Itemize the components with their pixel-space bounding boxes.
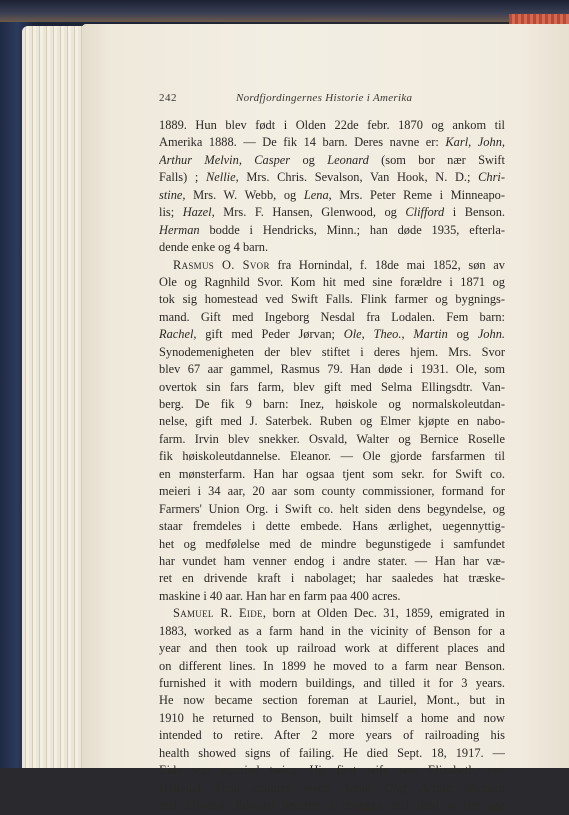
text-line (159, 257, 505, 274)
text-line (159, 274, 505, 291)
text-line (159, 413, 505, 430)
text-segment: Lena, (303, 187, 332, 202)
text-line (159, 658, 505, 675)
text-segment: Leonard (327, 152, 369, 167)
text-segment: He now became section foreman at Lauriel, Mont., but in (159, 693, 505, 708)
text-line (159, 762, 505, 779)
text-segment: Karl, John, (445, 135, 505, 150)
text-segment: gift med Peder Jørvan; (196, 327, 344, 342)
text-segment: fik høiskoleutdannelse. Eleanor. — Ole gjorde farsfarmen til (159, 449, 505, 464)
text-line (159, 570, 505, 587)
text-segment: Mrs. W. Webb, og (185, 187, 304, 202)
text-line (159, 797, 505, 814)
text-line (159, 239, 505, 256)
text-line (159, 536, 505, 553)
text-segment: Mrs. Peter Reme i Minneapo- (331, 187, 505, 202)
text-segment: bodde i Hendricks, Minn.; han døde 1935, efterla- (199, 222, 505, 237)
text-segment: nelse, gift med J. Saterbek. Ruben og Elmer kjøpte en nabo- (159, 414, 505, 429)
text-line (159, 169, 505, 186)
text-line (159, 710, 505, 727)
text-segment: Farmers' Union Org. i Swift co. helt siden dens begyndelse, og (159, 501, 505, 516)
text-segment: har vundet ham venner endog i andre stater. — Han har væ- (159, 553, 505, 568)
text-line (159, 291, 505, 308)
text-line (159, 501, 505, 518)
text-line (159, 553, 505, 570)
text-line (159, 518, 505, 535)
text-segment: og (290, 152, 328, 167)
text-line (159, 745, 505, 762)
text-segment: overtok sin fars farm, blev gift med Selma Ellingsdtr. Van- (159, 379, 505, 394)
text-segment: 1883, worked as a farm hand in the vicinity of Benson for a (159, 623, 505, 638)
text-segment: het og medfølelse med de mindre begunstigede i samfundet (159, 536, 505, 551)
text-line (159, 344, 505, 361)
text-segment: Ole og Ragnhild Svor. Kom hit med sine forældre i 1871 og (159, 274, 505, 289)
entry-name: Rasmus O. Svor (173, 257, 270, 272)
text-segment: dende enke og 4 barn. (159, 240, 269, 255)
text-segment: Synodemenigheten der blev stiftet i deres hjem. Mrs. Svor (159, 344, 505, 359)
text-line (159, 692, 505, 709)
text-line (159, 623, 505, 640)
text-line (159, 675, 505, 692)
text-segment: John. (477, 327, 505, 342)
text-segment: Edward became a druggist and died at the age (227, 798, 505, 813)
text-segment: and (159, 798, 186, 813)
text-segment: Hazel, (182, 205, 215, 220)
page-edges (22, 26, 84, 768)
text-segment: (som bor nær Swift (368, 152, 505, 167)
entry-name: Samuel R. Eide, (173, 606, 267, 621)
book-top-edge (0, 0, 569, 22)
text-segment: born at Olden Dec. 31, 1859, emigrated in (266, 606, 505, 621)
text-segment: Rachel, (159, 327, 197, 342)
text-segment: lis; (159, 205, 183, 220)
text-line (159, 588, 505, 605)
text-segment: Falls) ; (159, 170, 207, 185)
text-line (159, 727, 505, 744)
text-segment: staar fremdeles i dette embede. Hans ærlighet, uegennyttig- (159, 519, 505, 534)
text-segment: Eide was married twice. His first wife was Elizabeth, nee (159, 763, 505, 778)
text-segment: ret en drivende kraft i nabolaget; har saaledes hat træske- (159, 571, 505, 586)
text-segment: Herman (159, 222, 200, 237)
text-segment: intended to retire. After 2 more years of railroading his (159, 728, 505, 743)
text-line (159, 152, 505, 169)
text-segment: i Benson. (444, 205, 505, 220)
text-segment: Amerika 1888. — De fik 14 barn. Deres navne er: (159, 135, 446, 150)
text-segment: 1910 he returned to Benson, built himself a home and now (159, 710, 505, 725)
text-line (159, 483, 505, 500)
text-line (159, 605, 505, 622)
text-line (159, 640, 505, 657)
text-segment: Mrs. F. Hansen, Glenwood, og (214, 205, 406, 220)
text-segment: tok sig homestead ved Swift Falls. Flink farmer og bygnings- (159, 292, 505, 307)
text-segment: 1889. Hun blev født i Olden 22de febr. 1870 og ankom til (159, 118, 505, 132)
text-line (159, 309, 505, 326)
text-segment: fra Hornindal, f. 18de mai 1852, søn av (269, 257, 505, 272)
text-line (159, 204, 505, 221)
text-segment: farm. Irvin blev snekker. Osvald, Walter og Bernice Roselle (159, 431, 505, 446)
text-segment: Nellie, (206, 170, 239, 185)
text-line (159, 117, 505, 134)
text-segment: Arthur Melvin, Casper (159, 152, 291, 167)
text-segment: berg. De fik 9 barn: Inez, høiskole og normalskoleutdan- (159, 397, 505, 411)
text-segment: Annie, Olaf, Arthur, Richard (341, 780, 505, 795)
text-segment: mand. Gift med Ingeborg Nesdal fra Lodalen. Fem barn: (159, 309, 505, 324)
text-line (159, 326, 505, 343)
text-segment: og (447, 327, 478, 342)
text-segment: Chri- (478, 170, 505, 185)
text-line (159, 466, 505, 483)
text-segment: en mønsterfarm. Han har ogsaa tjent som sekr. for Swift co. (159, 466, 505, 481)
text-segment: blev 67 aar gammel, Rasmus 79. Han døde i 1931. Ole, som (159, 362, 505, 377)
text-line (159, 222, 505, 239)
text-segment: on different lines. In 1899 he moved to a farm near Benson. (159, 658, 505, 673)
running-header (159, 92, 499, 108)
text-segment: stine, (159, 187, 186, 202)
text-segment: Hatledal. Their children were: (159, 780, 342, 795)
text-segment: health showed signs of failing. He died Sept. 18, 1917. — (159, 745, 505, 760)
running-title: Nordfjordingernes Historie i Amerika (236, 92, 413, 104)
body-text (159, 117, 505, 815)
page-number: 242 (159, 92, 177, 104)
text-line (159, 431, 505, 448)
text-segment: Ole, Theo., Martin (343, 327, 448, 342)
text-line (159, 134, 505, 151)
text-segment: furnished it with modern buildings, and tilled it for 3 years. (159, 676, 505, 690)
text-segment: Mrs. Chris. Sevalson, Van Hook, N. D.; (238, 170, 479, 185)
text-segment: Clifford (405, 205, 445, 220)
text-line (159, 396, 505, 413)
text-segment: year and then took up railroad work at different places and (159, 641, 505, 656)
text-segment: meieri i 34 aar, 20 aar som county commissioner, formand for (159, 484, 505, 499)
text-line (159, 379, 505, 396)
text-segment: maskine i 40 aar. Han har en farm paa 400 acres. (159, 588, 401, 603)
text-line (159, 780, 505, 797)
text-segment: Edward. (185, 798, 228, 813)
text-line (159, 187, 505, 204)
text-line (159, 361, 505, 378)
text-line (159, 448, 505, 465)
